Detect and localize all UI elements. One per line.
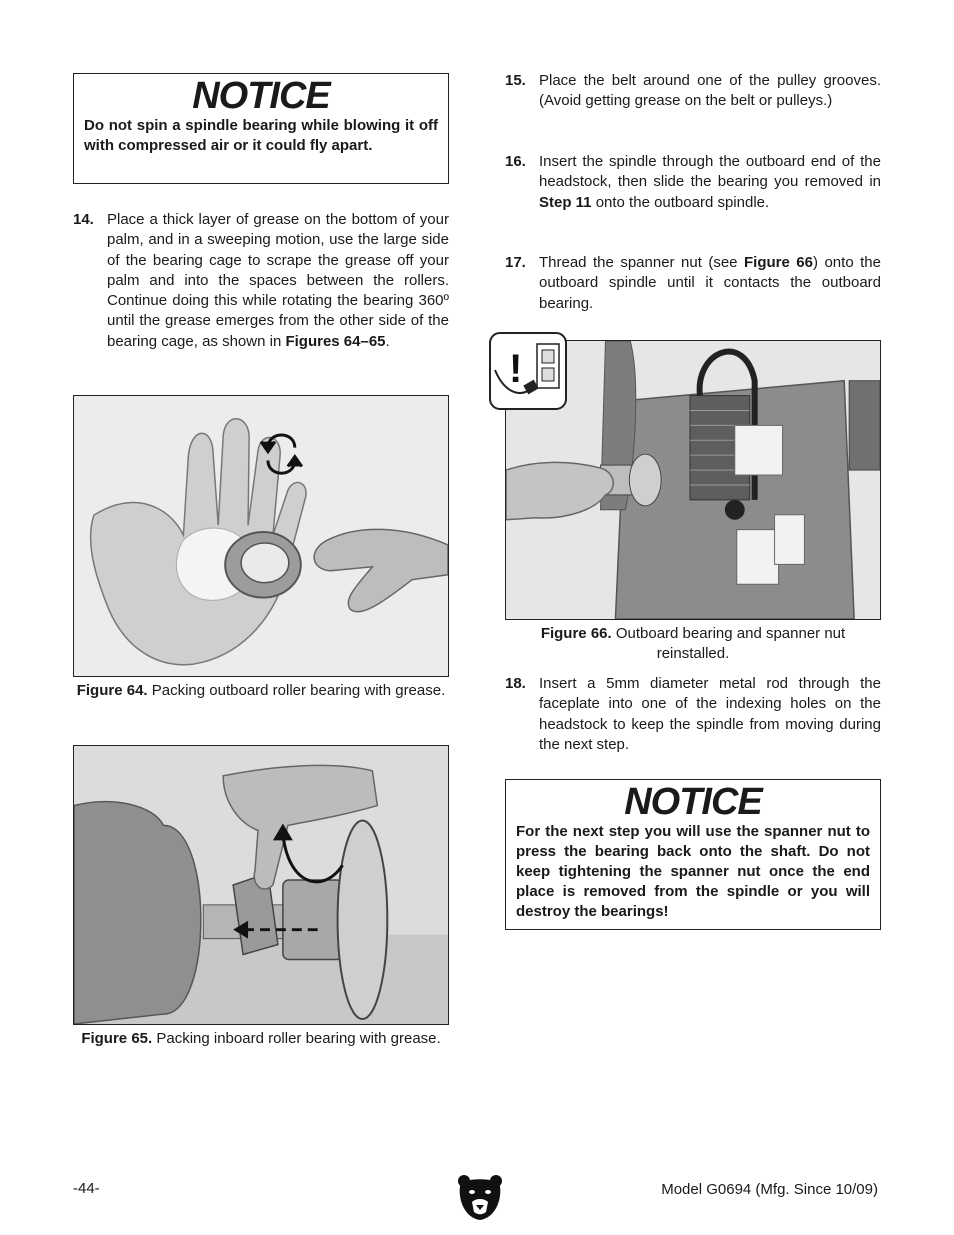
step-text: Insert a 5mm diameter metal rod through the faceplate into one of the indexing holes on the headstock to keep the spindle from moving during the next step. <box>539 675 881 753</box>
step-number: 14. <box>73 211 94 228</box>
notice-title: NOTICE <box>624 781 762 823</box>
page-number: -44- <box>73 1180 100 1197</box>
figure-64-caption: Figure 64. Packing outboard roller bearing with grease. <box>76 682 446 699</box>
grizzly-bear-logo-icon <box>456 1172 504 1222</box>
step-text: Thread the spanner nut (see Figure 66) onto the outboard spindle until it contacts the outboard bearing. <box>539 254 881 312</box>
step-16 <box>505 152 881 213</box>
figure-65-caption: Figure 65. Packing inboard roller bearing with grease. <box>81 1030 441 1047</box>
step-17 <box>505 253 881 314</box>
notice-box-spanner-nut <box>505 779 881 930</box>
step-number: 16. <box>505 153 526 170</box>
figure-65-photo <box>73 745 449 1025</box>
step-text: Place a thick layer of grease on the bottom of your palm, and in a sweeping motion, use the large side of the bearing cage to scrape the grease off your palm and into the spaces between the rollers. Continue doing this while rotating the bearing 360º until the grease emerges from the other side of the bearing cage, as shown in Figures 64–65. <box>107 211 449 350</box>
figure-64-photo <box>73 395 449 677</box>
notice-title: NOTICE <box>192 75 330 117</box>
step-number: 17. <box>505 254 526 271</box>
unplug-warning-icon <box>489 332 567 410</box>
step-number: 15. <box>505 72 526 89</box>
step-text: Place the belt around one of the pulley grooves. (Avoid getting grease on the belt or pulleys.) <box>539 72 881 110</box>
svg-text:!: ! <box>509 347 523 391</box>
step-text: Insert the spindle through the outboard end of the headstock, then slide the bearing you removed in Step 11 onto the outboard spindle. <box>539 153 881 211</box>
model-info: Model G0694 (Mfg. Since 10/09) <box>661 1181 878 1198</box>
figure-66-caption: Figure 66. Outboard bearing and spanner nut reinstalled. <box>540 625 846 662</box>
step-15 <box>505 71 881 112</box>
step-14 <box>73 210 449 352</box>
step-18 <box>505 674 881 755</box>
step-number: 18. <box>505 675 526 692</box>
notice-body: For the next step you will use the spanner nut to press the bearing back onto the shaft. Do not keep tightening the spanner nut once the end place is removed from the spindle or you will destroy the bearings! <box>516 823 870 920</box>
notice-box-compressed-air <box>73 73 449 184</box>
notice-body: Do not spin a spindle bearing while blowing it off with compressed air or it could fly apart. <box>84 117 438 154</box>
